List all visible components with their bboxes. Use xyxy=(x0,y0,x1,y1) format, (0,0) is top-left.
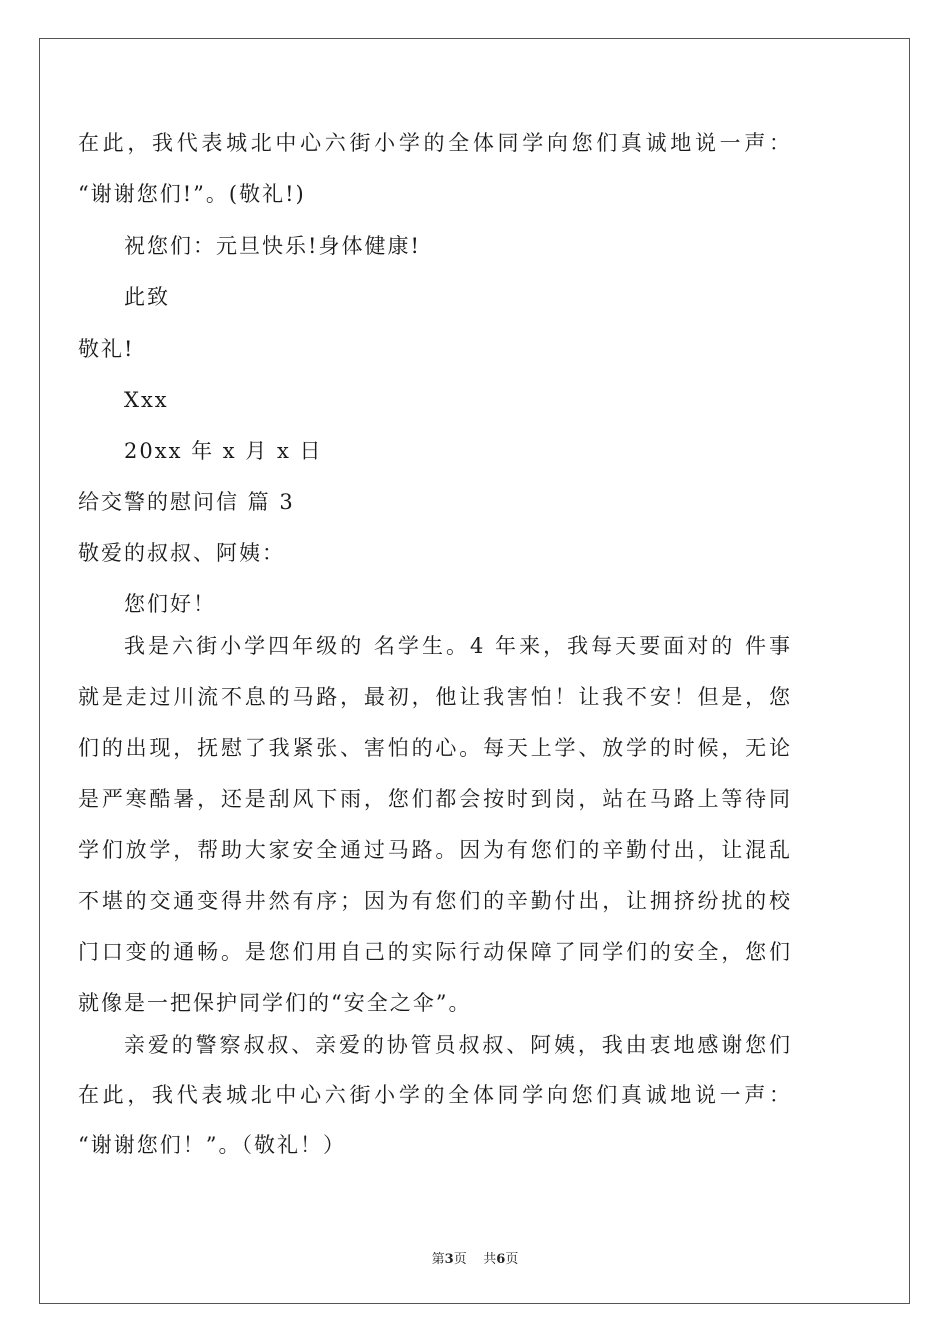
body-line-repeat-2: “谢谢您们！”。（敬礼！） xyxy=(78,1133,346,1157)
paragraph-line-1: 我是六街小学四年级的 名学生。4 年来，我每天要面对的 件事 xyxy=(124,634,792,658)
page-footer xyxy=(0,1248,950,1267)
total-suffix: 页 xyxy=(505,1252,519,1267)
body-line-repeat-1: 在此，我代表城北中心六街小学的全体同学向您们真诚地说一声： xyxy=(78,1083,792,1107)
signature: Xxx xyxy=(124,388,169,412)
thanks-line: 亲爱的警察叔叔、亲爱的协管员叔叔、阿姨，我由衷地感谢您们 xyxy=(124,1033,792,1057)
closing-jingli: 敬礼! xyxy=(78,337,135,361)
page-current: 3 xyxy=(444,1252,454,1267)
page-suffix: 页 xyxy=(453,1252,467,1267)
total-prefix: 共 xyxy=(483,1252,497,1267)
date: 20xx 年 x 月 x 日 xyxy=(124,439,323,463)
body-line-2: “谢谢您们!”。(敬礼!) xyxy=(78,182,306,206)
paragraph-line-8: 就像是一把保护同学们的“安全之伞”。 xyxy=(78,991,472,1015)
closing-cizhi: 此致 xyxy=(124,285,170,309)
page-border xyxy=(39,38,910,1304)
paragraph-line-4: 是严寒酷暑，还是刮风下雨，您们都会按时到岗，站在马路上等待同 xyxy=(78,787,792,811)
paragraph-line-5: 学们放学，帮助大家安全通过马路。因为有您们的辛勤付出，让混乱 xyxy=(78,838,792,862)
paragraph-line-3: 们的出现，抚慰了我紧张、害怕的心。每天上学、放学的时候，无论 xyxy=(78,736,792,760)
body-line-1: 在此，我代表城北中心六街小学的全体同学向您们真诚地说一声： xyxy=(78,131,792,155)
section-heading: 给交警的慰问信 篇 3 xyxy=(78,490,295,514)
salutation: 敬爱的叔叔、阿姨： xyxy=(78,541,285,565)
greeting-wish: 祝您们：元旦快乐!身体健康! xyxy=(124,234,421,258)
paragraph-line-6: 不堪的交通变得井然有序；因为有您们的辛勤付出，让拥挤纷扰的校 xyxy=(78,889,792,913)
page-prefix: 第 xyxy=(431,1252,445,1267)
paragraph-line-7: 门口变的通畅。是您们用自己的实际行动保障了同学们的安全，您们 xyxy=(78,940,792,964)
paragraph-line-2: 就是走过川流不息的马路，最初，他让我害怕！让我不安！但是，您 xyxy=(78,685,792,709)
page-total: 6 xyxy=(496,1252,506,1267)
hello-line: 您们好！ xyxy=(124,592,216,616)
